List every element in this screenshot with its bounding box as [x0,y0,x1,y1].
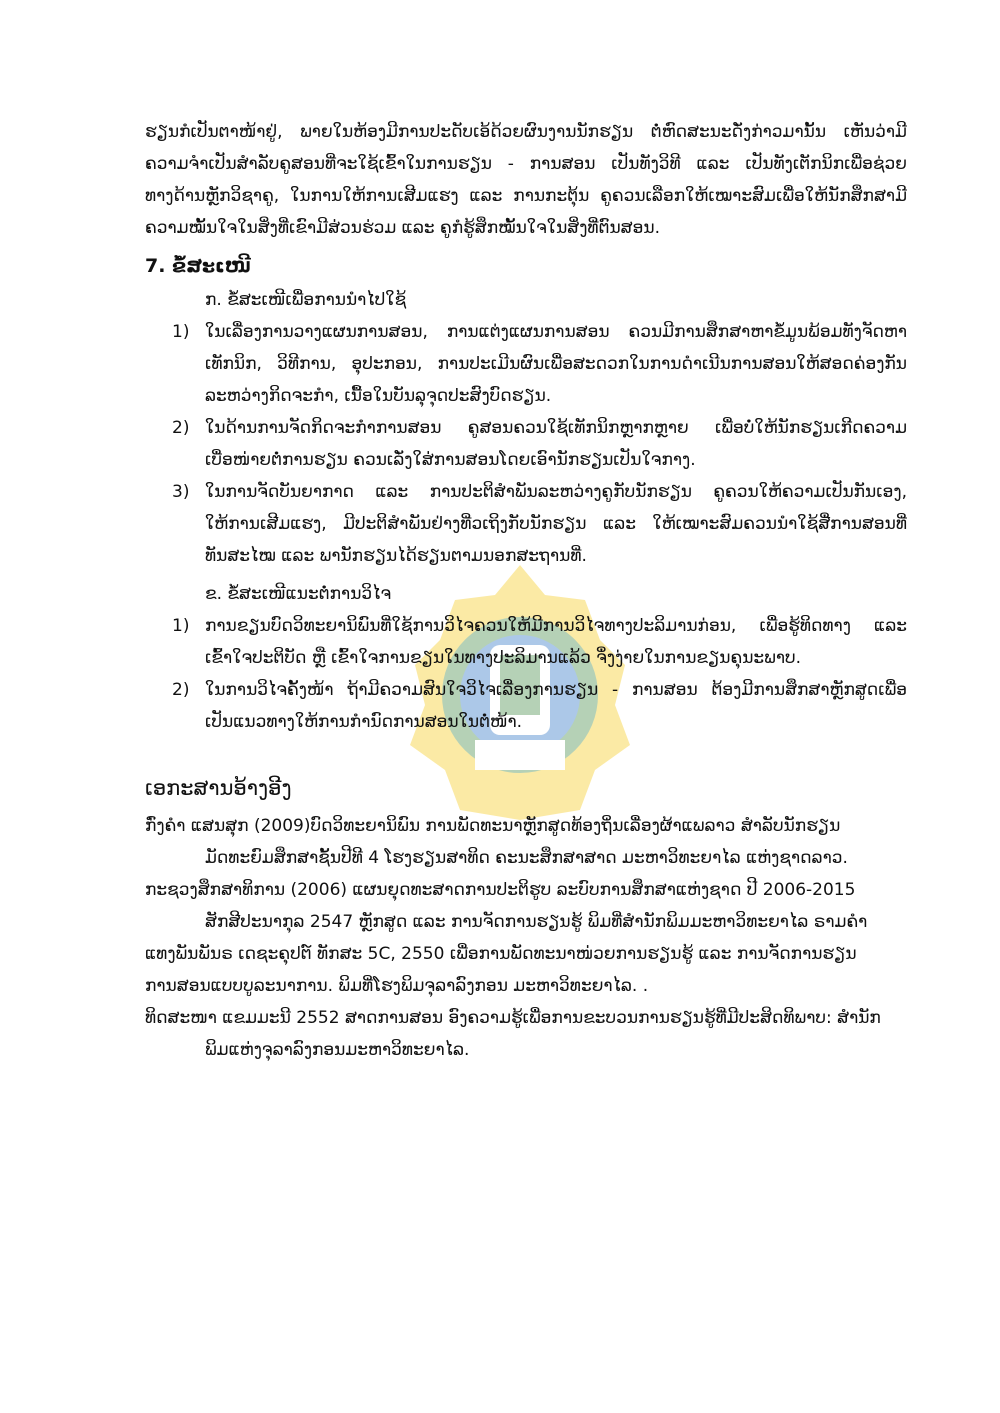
item-a3-line-3: ທັນສະໄໝ ແລະ ພານັກຮຽນໄດ້ຮຽນຕາມນອກສະຖານທີ່. [205,546,587,566]
item-a3-line-2: ໃຫ້ການເສີມແຮງ, ມີປະຕິສໍາພັນຢ່າງທີ່ວເຖິງກັບນັກຮຽນ ແລະ ໃຫ້ເໝາະສົມຄວນນໍາໃຊ້ສື່ການສອນທີ່ [205,514,907,534]
reference-line-1: ກົ່ງຄໍາ ແສນສຸກ (2009)ບົດວິທະຍານິພົນ ການພັດທະນາຫຼັກສູດທ້ອງຖິ່ນເລື່ອງຜ້າແພລາວ ສໍາລັບນັກຮຽນ [145,816,841,836]
reference-line-4: ສັກສີປະນາກຸລ 2547 ຫຼັກສູດ ແລະ ການຈັດການຮຽນຮູ້ ພິມທີ່ສໍານັກພິມມະຫາວິທະຍາໄລ ຣາມຄໍາ [205,912,868,932]
item-b1-line-2: ເຂົ້າໃຈປະຕິບັດ ຫຼື ເຂົ້າໃຈການຂຽນໃນທາງປະລິມານແລ້ວ ຈຶ່ງງ່າຍໃນການຂຽນຄຸນະພາບ. [205,648,802,668]
item-b1-number: 1) [172,616,190,636]
item-a3-number: 3) [172,482,190,502]
item-b2-line-2: ເປັນແນວທາງໃຫ້ການກໍານົດການສອນໃນຕໍ່ໜ້າ. [205,712,523,732]
item-a1-line-1: ໃນເລື່ອງການວາງແຜນການສອນ, ການແຕ່ງແຜນການສອນ ຄວນມີການສຶກສາຫາຂໍ້ມູນພ້ອມທັງຈັດຫາ [205,322,907,342]
item-a1-line-3: ລະຫວ່າງກິດຈະກໍາ, ເນື້ອໃນບັນລຸຈຸດປະສົງບົດຮຽນ. [205,386,552,406]
intro-line-1: ຮຽນກໍເປັນຕາໜ້າຢູ່, ພາຍໃນຫ້ອງມີການປະດັບເອ້ດ້ວຍຜົນງານນັກຮຽນ ຕໍ່ຫົດສະນະດັ່ງກ່າວມານັ້ນ ເຫັນວ່າມີ [145,122,907,142]
item-b2-line-1: ໃນການວິໄຈຄັ້ງໜ້າ ຖ້າມີຄວາມສົນໃຈວິໄຈເລື່ອງການຮຽນ - ການສອນ ຕ້ອງມີການສຶກສາຫຼັກສູດເພື່ອ [205,680,907,700]
item-a2-number: 2) [172,418,190,438]
reference-line-3: ກະຊວງສຶກສາທິການ (2006) ແຜນຍຸດທະສາດການປະຕິຮູບ ລະບົບການສຶກສາແຫ່ງຊາດ ປີ 2006-2015 [145,880,856,900]
item-a3-line-1: ໃນການຈັດບັນຍາກາດ ແລະ ການປະຕິສໍາພັນລະຫວ່າງຄູກັບນັກຮຽນ ຄູຄວນໃຫ້ຄວາມເປັນກັນເອງ, [205,482,907,502]
item-a1-number: 1) [172,322,190,342]
subheading-a: ກ. ຂໍ້ສະເໜີເພື່ອການນໍາໄປໃຊ້ [205,290,407,310]
reference-line-6: ການສອນແບບບູລະນາການ. ພິມທີ່ໂຮງພິມຈຸລາລົງກອນ ມະຫາວິທະຍາໄລ. . [145,976,649,996]
item-a2-line-2: ເບື່ອໜ່າຍຕໍ່ການຮຽນ ຄວນເລັ່ງໃສ່ການສອນໂດຍເອົານັກຮຽນເປັນໃຈກາງ. [205,450,696,470]
references-heading: ເອກະສານອ້າງອີງ [145,776,292,800]
reference-line-5: ແທງພັນພັນຣ ເດຊະຄຸປຕ໌ ທັກສະ 5C, 2550 ເພື່ອການພັດທະນາໜ່ວຍການຮຽນຮູ້ ແລະ ການຈັດການຮຽນ [145,944,857,964]
item-b1-line-1: ການຂຽນບົດວິທະຍານິພົນທີ່ໃຊ້ການວິໄຈຄວນໃຫ້ມີການວິໄຈທາງປະລິມານກ່ອນ, ເພື່ອຮູ້ທິດທາງ ແລະ [205,616,907,636]
reference-line-7: ທິດສະໜາ ແຂມມະນີ 2552 ສາດການສອນ ອົງຄວາມຮູ້ເພື່ອການຂະບວນການຮຽນຮູ້ທີ່ມີປະສິດທິພາບ: ສໍານັກ [145,1008,881,1028]
item-b2-number: 2) [172,680,190,700]
section-7-heading: 7. ຂໍ້ສະເໜີ [145,255,251,277]
intro-line-2: ຄວາມຈໍາເປັນສໍາລັບຄູສອນທີ່ຈະໃຊ້ເຂົ້າໃນການຮຽນ - ການສອນ ເປັນທັງວິທີ ແລະ ເປັນທັງເຕັກນິກເພື່ອຊ່ວຍ [145,154,907,174]
intro-line-4: ຄວາມໝັ້ນໃຈໃນສິ່ງທີ່ເຂົາມີສ່ວນຮ່ວມ ແລະ ຄູກໍຮູ້ສຶກໝັ້ນໃຈໃນສິ່ງທີ່ຕົນສອນ. [145,218,660,238]
subheading-b: ຂ. ຂໍ້ສະເໜີແນະຕໍ່ການວິໄຈ [205,584,392,604]
reference-line-2: ມັດທະຍົມສຶກສາຊັ້ນປີທີ 4 ໂຮງຮຽນສາທິດ ຄະນະສຶກສາສາດ ມະຫາວິທະຍາໄລ ແຫ່ງຊາດລາວ. [205,848,848,868]
intro-line-3: ທາງດ້ານຫຼັກວິຊາຄູ, ໃນການໃຫ້ການເສີມແຮງ ແລະ ການກະຕຸ້ນ ຄູຄວນເລືອກໃຫ້ເໝາະສົມເພື່ອໃຫ້ນັກສຶກສາມີ [145,186,907,206]
item-a1-line-2: ເທັກນິກ, ວິທີການ, ອຸປະກອນ, ການປະເມີນຜົນເພື່ອສະດວກໃນການດໍາເນີນການສອນໃຫ້ສອດຄ່ອງກັນ [205,354,907,374]
item-a2-line-1: ໃນດ້ານການຈັດກິດຈະກໍາການສອນ ຄູສອນຄວນໃຊ້ເທັກນິກຫຼາກຫຼາຍ ເພື່ອບໍ່ໃຫ້ນັກຮຽນເກີດຄວາມ [205,418,907,438]
reference-line-8: ພິມແຫ່ງຈຸລາລົງກອນມະຫາວິທະຍາໄລ. [205,1040,470,1060]
